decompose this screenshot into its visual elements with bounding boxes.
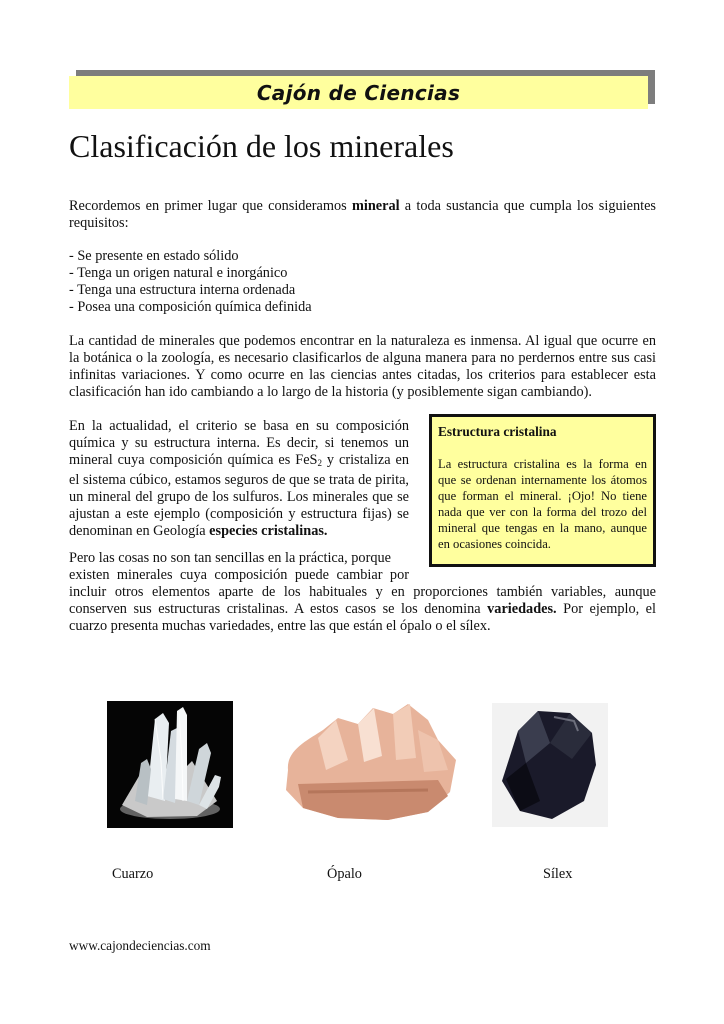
varieties-lead bbox=[69, 550, 409, 584]
footer-url[interactable]: www.cajondeciencias.com bbox=[69, 938, 211, 953]
sidebar-box bbox=[429, 414, 656, 567]
brand-title: Cajón de Ciencias bbox=[256, 80, 461, 105]
flint-image bbox=[492, 703, 608, 827]
criteria-text-2: y cristaliza en el sistema cúbico, estamos seguros de que se trata de pirita, un mineral del grupo de los sulfuros. Los minerales que se ajustan a este ejemplo (composición y estructura fijas) se denominan en Geología bbox=[69, 452, 409, 539]
varieties-bold: variedades. bbox=[487, 601, 557, 617]
paragraph-variety: La cantidad de minerales que podemos encontrar en la naturaleza es inmensa. Al igual que ocurre en la botánica o la zoología, es necesario clasificarlos de alguna manera para no perdernos entre sus casi infinitas variaciones. Y como ocurre en las ciencias antes citadas, los criterios para establecer esta clasificación han ido cambiando a lo largo de la historia (y posiblemente sigan cambiando). bbox=[69, 333, 656, 400]
varieties-line-1: Pero las cosas no son tan sencillas en la práctica, porque bbox=[69, 550, 391, 566]
list-item: - Tenga un origen natural e inorgánico bbox=[69, 265, 288, 281]
quartz-image bbox=[107, 701, 233, 828]
criteria-text: En la actualidad, el criterio se basa en su composición química y su estructura interna. Es decir, si tenemos un mineral cuya composición química es FeS bbox=[69, 418, 409, 468]
paragraph-criteria bbox=[69, 418, 409, 540]
list-item: - Tenga una estructura interna ordenada bbox=[69, 282, 296, 298]
requirements-list bbox=[69, 248, 312, 316]
varieties-text: incluir otros elementos aparte de los habituales y en proporciones también variables, aunque conserven sus estructuras cristalinas. A estos casos se los denomina bbox=[69, 584, 656, 617]
page-title: Clasificación de los minerales bbox=[69, 128, 454, 164]
varieties-line-2: existen minerales cuya composición puede cambiar por bbox=[69, 567, 409, 583]
opal-image bbox=[278, 700, 460, 825]
sidebar-text: La estructura cristalina es la forma en que se ordenan internamente los átomos que forman el mineral. ¡Ojo! No tiene nada que ver con la forma del trozo del mineral que tengas en la mano, aunque en ocasiones coincida. bbox=[438, 457, 647, 551]
intro-text-end: a toda sustancia que cumpla los siguientes requisitos: bbox=[69, 198, 656, 231]
list-item: - Se presente en estado sólido bbox=[69, 248, 239, 264]
header-banner bbox=[69, 76, 648, 109]
caption-opal: Ópalo bbox=[327, 866, 362, 882]
caption-flint: Sílex bbox=[543, 866, 573, 882]
varieties-text-end: Por ejemplo, el cuarzo presenta muchas variedades, entre las que están el ópalo o el sílex. bbox=[69, 601, 656, 634]
intro-paragraph bbox=[69, 198, 656, 232]
paragraph-varieties bbox=[69, 584, 656, 635]
sidebar-title: Estructura cristalina bbox=[438, 424, 557, 439]
formula-subscript: 2 bbox=[317, 458, 322, 468]
intro-text: Recordemos en primer lugar que consideramos bbox=[69, 198, 352, 214]
caption-quartz: Cuarzo bbox=[112, 866, 154, 882]
intro-bold: mineral bbox=[351, 198, 400, 214]
list-item: - Posea una composición química definida bbox=[69, 299, 312, 315]
criteria-bold: especies cristalinas. bbox=[209, 523, 328, 539]
